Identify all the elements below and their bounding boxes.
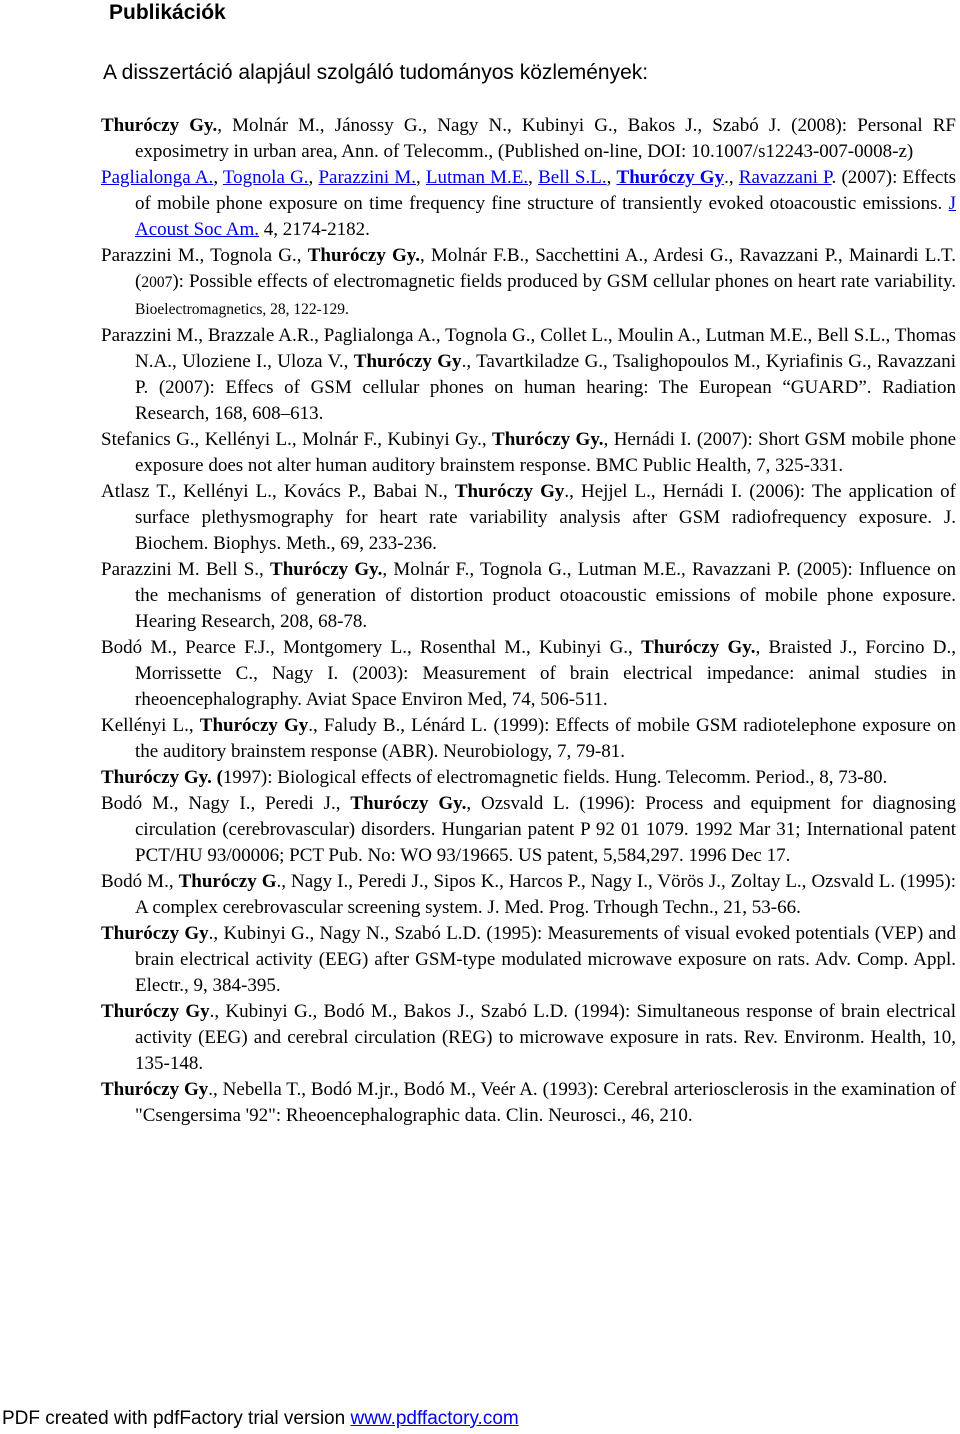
publication-text: , Ozsvald L. (1996): Process and equipment for diagnosing circulation (cerebrovascular) disorders. Hungarian patent P 92 01 1079. 1992 Mar 31; International patent PCT/HU 93/00006; PCT Pub. No: WO 93/19665. US patent, 5,584,297. 1996 Dec 17. — [135, 793, 956, 866]
publication-text: , Molnár F.B., Sacchettini A., Ardesi G., Ravazzani P., Mainardi L.T. ( — [135, 245, 956, 292]
publication-text: ., Nebella T., Bodó M.jr., Bodó M., Veér A. (1993): Cerebral arteriosclerosis in the examination of "Csengersima '92": Rheoencephalographic data. Clin. Neurosci., 46, 210. — [135, 1079, 956, 1126]
publication-text: Stefanics G., Kellényi L., Molnár F., Kubinyi Gy., — [101, 429, 493, 450]
publication-text: 4, 2174-2182. — [259, 219, 370, 240]
publication-text: Bioelectromagnetics, 28, 122-129. — [135, 301, 349, 318]
publication-entry — [101, 165, 956, 243]
publication-entry — [101, 921, 956, 999]
publication-link[interactable]: Paglialonga A. — [101, 167, 214, 188]
pdf-footer — [2, 1406, 519, 1432]
publication-link[interactable]: J Acoust Soc Am. — [135, 193, 956, 240]
publication-text: , Hernádi I. (2007): Short GSM mobile phone exposure does not alter human auditory brainstem response. BMC Public Health, 7, 325-331. — [135, 429, 956, 476]
publication-entry — [101, 557, 956, 635]
publication-text: ): Possible effects of electromagnetic fields produced by GSM cellular phones on heart rate variability. — [172, 271, 956, 292]
publication-text: ., Nagy I., Peredi J., Sipos K., Harcos P., Nagy I., Vörös J., Zoltay L., Ozsvald L. (1995): A complex cerebrovascular screening system. J. Med. Prog. Trhough Techn., 21, 53-66. — [135, 871, 957, 918]
publication-text: Thuróczy Gy. — [492, 429, 604, 450]
publication-text: Thuróczy Gy. ( — [101, 767, 223, 788]
publication-text: , Molnár F., Tognola G., Lutman M.E., Ravazzani P. (2005): Influence on the mechanisms of generation of distortion product otoacoustic emissions of mobile phone exposure. Hearing Research, 208, 68-78. — [135, 559, 956, 632]
footer-text: PDF created with pdfFactory trial version — [2, 1408, 351, 1429]
publication-text: Bodó M., — [101, 871, 179, 892]
publication-text: Parazzini M., Tognola G., — [101, 245, 308, 266]
publication-text: ., Kubinyi G., Nagy N., Szabó L.D. (1995): Measurements of visual evoked potentials (VEP) and brain electrical activity (EEG) after GSM-type modulated microwave exposure on rats. Adv. Comp. Appl. Electr., 9, 384-395. — [135, 923, 956, 996]
publication-text: Thuróczy Gy. — [641, 637, 756, 658]
footer-link[interactable]: www.pdffactory.com — [350, 1408, 519, 1429]
publication-link[interactable]: Thuróczy Gy — [616, 167, 725, 188]
publication-entry — [101, 869, 956, 921]
publication-text: Bodó M., Pearce F.J., Montgomery L., Rosenthal M., Kubinyi G., — [101, 637, 642, 658]
publication-text: ., — [724, 167, 739, 188]
publication-entry — [101, 713, 956, 765]
publication-entry — [101, 427, 956, 479]
publication-text: Thuróczy Gy. — [101, 115, 218, 136]
publication-text: ., Tavartkiladze G., Tsalighopoulos M., Kyriafinis G., Ravazzani P. (2007): Effecs of GSM cellular phones on human hearing: The European “GUARD”. Radiation Research, 168, 608–613. — [135, 351, 956, 424]
publication-text: Kellényi L., — [101, 715, 200, 736]
publication-text: , — [308, 167, 319, 188]
publication-entry — [101, 323, 956, 427]
publication-text: ., Hejjel L., Hernádi I. (2006): The application of surface plethysmography for heart rate variability analysis after GSM radiofrequency exposure. J. Biochem. Biophys. Meth., 69, 233-236. — [135, 481, 957, 554]
publication-link[interactable]: Bell S.L. — [538, 167, 607, 188]
publication-text: Thuróczy Gy. — [307, 245, 420, 266]
publication-text: Atlasz T., Kellényi L., Kovács P., Babai N., — [101, 481, 455, 502]
publication-text: , — [606, 167, 617, 188]
publication-text: Parazzini M. Bell S., — [101, 559, 271, 580]
page-subtitle: A disszertáció alapjául szolgáló tudományos közlemények: — [103, 61, 649, 84]
publication-list — [101, 113, 956, 1129]
publication-text: Thuróczy Gy. — [270, 559, 383, 580]
publication-entry — [101, 243, 956, 323]
publication-link[interactable]: Tognola G. — [222, 167, 309, 188]
publication-text: Thuróczy Gy — [101, 1079, 209, 1100]
publication-text: , — [415, 167, 426, 188]
publication-text: ., Kubinyi G., Bodó M., Bakos J., Szabó L.D. (1994): Simultaneous response of brain electrical activity (EEG) and cerebral circulation (REG) to microwave exposure in rats. Rev. Environm. Health, 10, 135-148. — [135, 1001, 956, 1074]
publication-entry — [101, 999, 956, 1077]
publication-text: Thuróczy Gy — [199, 715, 309, 736]
publication-entry — [101, 791, 956, 869]
publication-text: Thuróczy Gy — [454, 481, 565, 502]
publication-link[interactable]: Lutman M.E. — [425, 167, 529, 188]
publication-text: Thuróczy Gy — [101, 1001, 210, 1022]
publication-entry — [101, 635, 956, 713]
publication-text: Thuróczy G — [178, 871, 277, 892]
publication-entry — [101, 1077, 956, 1129]
publication-text: , — [213, 167, 223, 188]
publication-text: Thuróczy Gy — [353, 351, 462, 372]
publication-text: . (2007): Effects of mobile phone exposure on time frequency fine structure of transiently evoked otoacoustic emissions. — [135, 167, 956, 214]
publication-link[interactable]: Parazzini M. — [318, 167, 416, 188]
publication-text: , — [528, 167, 539, 188]
publication-text: Parazzini M., Brazzale A.R., Paglialonga A., Tognola G., Collet L., Moulin A., Lutman M.E., Bell S.L., Thomas N.A., Uloziene I., Uloza V., — [101, 325, 956, 372]
publication-text: Thuróczy Gy — [101, 923, 209, 944]
publication-text: , Molnár M., Jánossy G., Nagy N., Kubinyi G., Bakos J., Szabó J. (2008): Personal RF exposimetry in urban area, Ann. of Telecomm., (Published on-line, DOI: 10.1007/s12243-007-0008-z) — [135, 115, 956, 162]
publication-entry — [101, 113, 956, 165]
publication-entry — [101, 765, 956, 791]
publication-text: Bodó M., Nagy I., Peredi J., — [101, 793, 351, 814]
publication-text: ., Faludy B., Lénárd L. (1999): Effects of mobile GSM radiotelephone exposure on the auditory brainstem response (ABR). Neurobiology, 7, 79-81. — [135, 715, 957, 762]
publication-entry — [101, 479, 956, 557]
publication-text: , Braisted J., Forcino D., Morrissette C., Nagy I. (2003): Measurement of brain electrical impedance: animal studies in rheoencephalography. Aviat Space Environ Med, 74, 506-511. — [135, 637, 956, 710]
publication-text: 1997): Biological effects of electromagnetic fields. Hung. Telecomm. Period., 8, 73-80. — [222, 767, 888, 788]
publication-text: Thuróczy Gy. — [350, 793, 467, 814]
page-title: Publikációk — [109, 1, 226, 24]
publication-text: 2007 — [141, 274, 173, 291]
publication-link[interactable]: Ravazzani P — [738, 167, 832, 188]
